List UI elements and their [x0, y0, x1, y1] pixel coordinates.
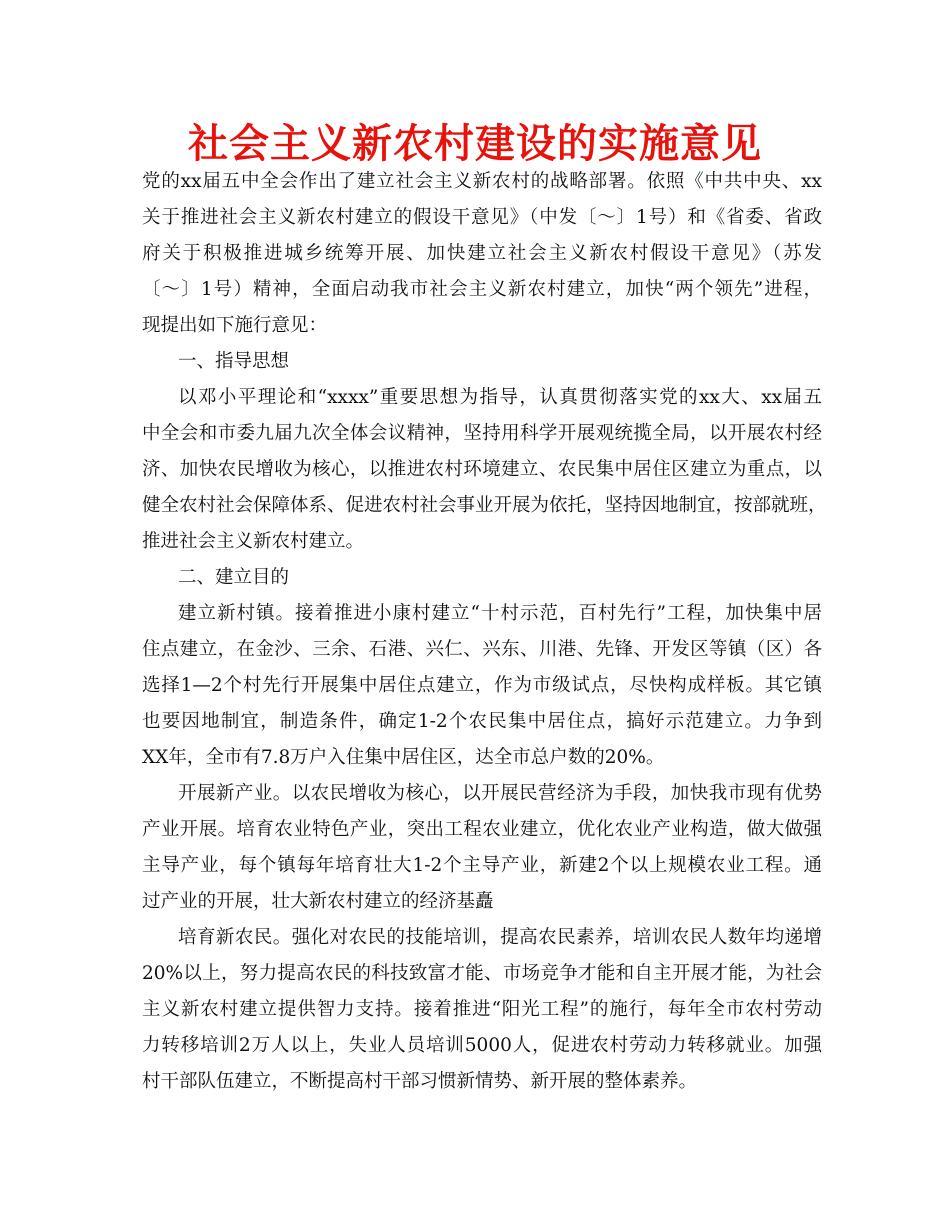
text-line: XX年，全市有7.8万户入住集中居住区，达全市总户数的20%。	[142, 747, 665, 768]
text-line: 建立新村镇。接着推进小康村建立“十村示范，百村先行”工程，加快集中居	[178, 603, 822, 624]
text-line: 主导产业，每个镇每年培育壮大1-2个主导产业，新建2个以上规模农业工程。通	[142, 855, 822, 876]
text-line: 20%以上，努力提高农民的科技致富才能、市场竞争才能和自主开展才能，为社会	[142, 963, 822, 984]
text-line: 力转移培训2万人以上，失业人员培训5000人，促进农村劳动力转移就业。加强	[142, 1035, 822, 1056]
text-line: 〔～〕1号）精神，全面启动我市社会主义新农村建立，加快“两个领先”进程，	[142, 279, 822, 300]
text-line: 过产业的开展，壮大新农村建立的经济基矗	[142, 891, 494, 912]
text-line: 产业开展。培育农业特色产业，突出工程农业建立，优化农业产业构造，做大做强	[142, 819, 822, 840]
text-line: 关于推进社会主义新农村建立的假设干意见》（中发〔～〕1号）和《省委、省政	[142, 207, 822, 228]
text-line: 党的xx届五中全会作出了建立社会主义新农村的战略部署。依照《中共中央、xx	[142, 171, 822, 192]
text-line: 选择1—2个村先行开展集中居住点建立，作为市级试点，尽快构成样板。其它镇	[142, 675, 822, 696]
text-line: 健全农村社会保障体系、促进农村社会事业开展为依托，坚持因地制宜，按部就班，	[142, 495, 827, 516]
text-line: 村干部队伍建立，不断提高村干部习惯新情势、新开展的整体素养。	[142, 1071, 698, 1092]
text-line: 培育新农民。强化对农民的技能培训，提高农民素养，培训农民人数年均递增	[178, 927, 822, 948]
text-line: 现提出如下施行意见：	[142, 315, 328, 336]
section-heading: 二、建立目的	[178, 567, 290, 588]
text-line: 中全会和市委九届九次全体会议精神，坚持用科学开展观统揽全局，以开展农村经	[142, 423, 822, 444]
text-line: 府关于积极推进城乡统筹开展、加快建立社会主义新农村假设干意见》（苏发	[142, 243, 822, 264]
text-line: 主义新农村建立提供智力支持。接着推进“阳光工程”的施行，每年全市农村劳动	[142, 999, 822, 1020]
text-line: 推进社会主义新农村建立。	[142, 531, 365, 552]
text-line: 也要因地制宜，制造条件，确定1-2个农民集中居住点，搞好示范建立。力争到	[142, 711, 822, 732]
text-line: 开展新产业。以农民增收为核心，以开展民营经济为手段，加快我市现有优势	[178, 783, 822, 804]
section-heading: 一、指导思想	[178, 351, 290, 372]
document-title: 社会主义新农村建设的实施意见	[188, 121, 762, 167]
text-line: 以邓小平理论和“xxxx”重要思想为指导，认真贯彻落实党的xx大、xx届五	[178, 387, 822, 408]
text-line: 住点建立，在金沙、三余、石港、兴仁、兴东、川港、先锋、开发区等镇（区）各	[142, 639, 822, 660]
text-line: 济、加快农民增收为核心，以推进农村环境建立、农民集中居住区建立为重点，以	[142, 459, 822, 480]
